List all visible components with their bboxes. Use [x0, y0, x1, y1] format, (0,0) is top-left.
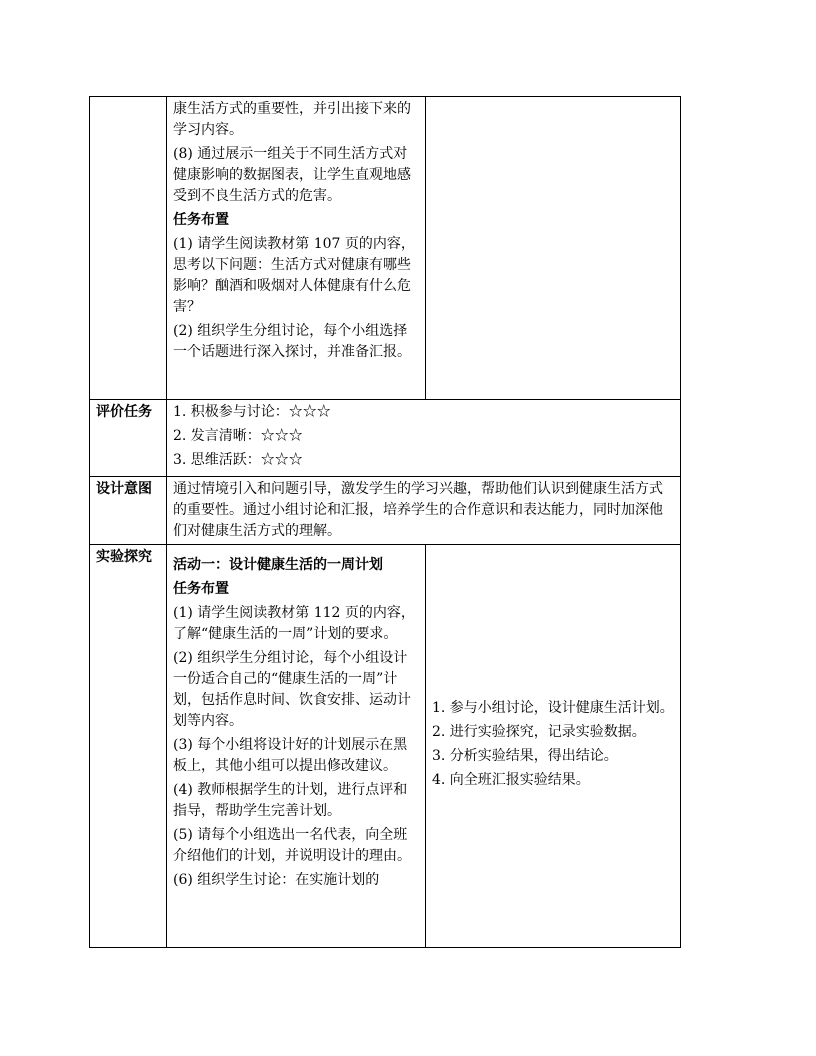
lesson-plan-table — [89, 96, 681, 948]
student-activity-cell — [426, 545, 681, 948]
evaluation-item: 1. 积极参与讨论：☆☆☆ — [173, 404, 331, 420]
student-activity-item: 1. 参与小组讨论，设计健康生活计划。 — [432, 700, 674, 716]
table-row-design-intent — [90, 477, 681, 545]
table-row-evaluation — [90, 400, 681, 477]
teacher-activity-cell — [167, 97, 426, 400]
student-activity-item: 4. 向全班汇报实验结果。 — [432, 772, 590, 788]
paragraph: (1) 请学生阅读教材第 107 页的内容，思考以下问题：生活方式对健康有哪些影响？酗酒和吸烟对人体健康有什么危害？ — [173, 236, 415, 315]
paragraph: (4) 教师根据学生的计划，进行点评和指导，帮助学生完善计划。 — [173, 782, 408, 819]
table-row-continuation — [90, 97, 681, 400]
paragraph: (6) 组织学生讨论：在实施计划的 — [173, 872, 380, 888]
paragraph: (5) 请每个小组选出一名代表，向全班介绍他们的计划，并说明设计的理由。 — [173, 827, 411, 864]
row-label-empty — [90, 97, 167, 400]
paragraph: (2) 组织学生分组讨论，每个小组选择一个话题进行深入探讨，并准备汇报。 — [173, 323, 411, 360]
design-intent-cell — [167, 477, 681, 545]
section-heading: 任务布置 — [173, 581, 229, 597]
teacher-activity-cell — [167, 545, 426, 948]
design-intent-text: 通过情境引入和问题引导，激发学生的学习兴趣，帮助他们认识到健康生活方式的重要性。通过小组讨论和汇报，培养学生的合作意识和表达能力，同时加深他们对健康生活方式的理解。 — [173, 481, 663, 539]
table-row-experiment — [90, 545, 681, 948]
paragraph: (3) 每个小组将设计好的计划展示在黑板上，其他小组可以提出修改建议。 — [173, 737, 408, 774]
paragraph: (2) 组织学生分组讨论，每个小组设计一份适合自己的“健康生活的一周”计划，包括作息时间、饮食安排、运动计划等内容。 — [173, 650, 411, 729]
activity-title: 活动一：设计健康生活的一周计划 — [173, 557, 383, 573]
paragraph: (8) 通过展示一组关于不同生活方式对健康影响的数据图表，让学生直观地感受到不良生活方式的危害。 — [173, 146, 411, 204]
section-heading: 任务布置 — [173, 212, 229, 228]
student-activity-cell-empty — [426, 97, 681, 400]
student-activity-item: 3. 分析实验结果，得出结论。 — [432, 748, 618, 764]
evaluation-item: 3. 思维活跃：☆☆☆ — [173, 452, 303, 468]
evaluation-cell — [167, 400, 681, 477]
row-label-evaluation: 评价任务 — [90, 400, 167, 477]
paragraph: 康生活方式的重要性，并引出接下来的学习内容。 — [173, 101, 411, 138]
row-label-design-intent: 设计意图 — [90, 477, 167, 545]
paragraph: (1) 请学生阅读教材第 112 页的内容，了解“健康生活的一周”计划的要求。 — [173, 605, 415, 642]
evaluation-item: 2. 发言清晰：☆☆☆ — [173, 428, 303, 444]
student-activity-item: 2. 进行实验探究，记录实验数据。 — [432, 724, 646, 740]
row-label-experiment: 实验探究 — [90, 545, 167, 948]
